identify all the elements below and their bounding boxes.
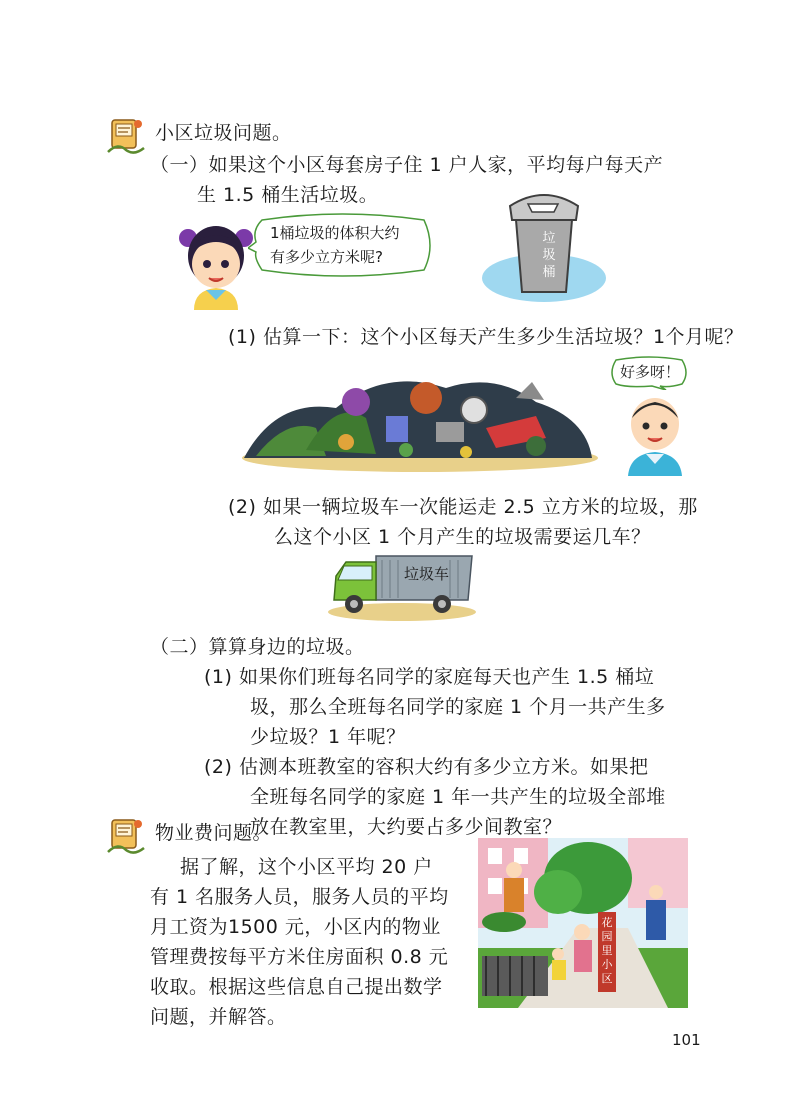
property-fee-line3: 月工资为1500 元，小区内的物业 [150,916,441,938]
property-fee-line4: 管理费按每平方米住房面积 0.8 元 [150,946,449,968]
truck-label: 垃圾车 [404,565,450,583]
part2-q2-line3: 放在教室里，大约要占多少间教室？ [250,816,563,838]
part2-q1-line1: (1) 如果你们班每名同学的家庭每天也产生 1.5 桶垃 [204,666,655,688]
girl-illustration [176,218,256,310]
trash-can-illustration [480,180,610,310]
garbage-pile-illustration [236,358,600,474]
boy-illustration [624,394,686,476]
community-sign: 花 园 里 小 区 [601,916,613,985]
page-number: 101 [672,1031,701,1049]
activity-icon [104,114,148,158]
question-truck-line1: (2) 如果一辆垃圾车一次能运走 2.5 立方米的垃圾，那 [228,496,698,518]
part2-q2-line2: 全班每名同学的家庭 1 年一共产生的垃圾全部堆 [250,786,666,808]
section-heading: 物业费问题。 [155,822,273,844]
boy-speech-bubble [608,356,690,390]
part2-q2-line1: (2) 估测本班教室的容积大约有多少立方米。如果把 [204,756,649,778]
part2-q1-line3: 少垃圾？1 年呢？ [250,726,406,748]
property-fee-line1: 据了解，这个小区平均 20 户 [180,856,433,878]
question-estimate: (1) 估算一下：这个小区每天产生多少生活垃圾？1个月呢？ [228,326,744,348]
part1-line1: （一）如果这个小区每套房子住 1 户人家，平均每户每天产 [150,154,664,176]
activity-icon [104,814,148,858]
part2-title: （二）算算身边的垃圾。 [150,636,365,658]
part1-line2: 生 1.5 桶生活垃圾。 [197,184,379,206]
boy-bubble-text: 好多呀！ [620,363,681,381]
section-heading: 小区垃圾问题。 [155,122,292,144]
part2-q1-line2: 圾，那么全班每名同学的家庭 1 个月一共产生多 [250,696,666,718]
property-fee-line2: 有 1 名服务人员，服务人员的平均 [150,886,449,908]
girl-speech-bubble [248,212,436,278]
property-fee-line6: 问题，并解答。 [150,1006,287,1028]
girl-bubble-line2: 有多少立方米呢? [270,248,383,266]
girl-bubble-line1: 1桶垃圾的体积大约 [270,224,400,242]
community-illustration [478,838,688,1008]
property-fee-line5: 收取。根据这些信息自己提出数学 [150,976,443,998]
question-truck-line2: 么这个小区 1 个月产生的垃圾需要运几车？ [274,526,651,548]
garbage-truck-illustration [326,552,476,622]
trash-can-label: 垃 圾 桶 [542,231,556,280]
